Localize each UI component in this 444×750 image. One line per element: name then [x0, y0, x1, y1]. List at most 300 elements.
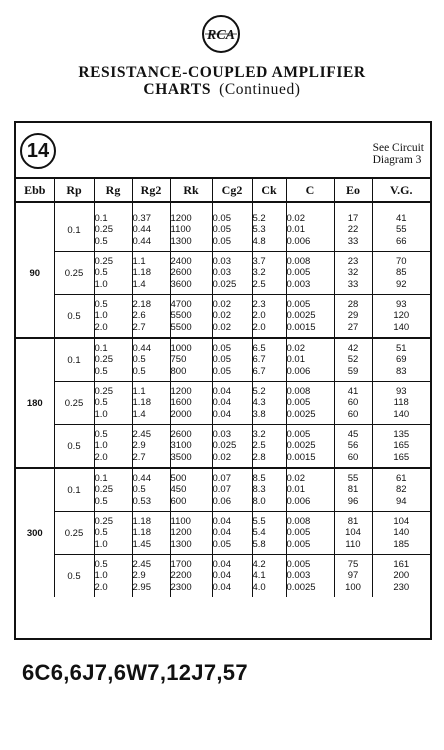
- eo-value: 33: [347, 278, 359, 290]
- rg2-value: 1.18: [132, 515, 151, 527]
- rg-cell: [94, 209, 132, 252]
- cg2-value: 0.05: [212, 235, 231, 247]
- rk-cell: [170, 295, 212, 339]
- ebb-value: 300: [16, 468, 54, 597]
- rg2-value: 2.45: [132, 558, 151, 570]
- c-value: 0.003: [286, 570, 311, 582]
- rg-value: 1.0: [94, 538, 108, 550]
- ck-value: 4.3: [252, 397, 266, 409]
- eo-value: 41: [347, 385, 359, 397]
- c-value: 0.0015: [286, 451, 316, 463]
- vg-cell: [372, 555, 430, 598]
- rk-cell: [170, 555, 212, 598]
- rg2-value: 0.5: [132, 354, 146, 366]
- cg2-value: 0.03: [212, 428, 231, 440]
- c-cell: [286, 338, 334, 382]
- column-header-cg2: Cg2: [212, 179, 252, 202]
- rg2-value: 1.4: [132, 278, 146, 290]
- vg-cell: [372, 252, 430, 295]
- page-title-charts: CHARTS: [143, 81, 212, 98]
- rk-value: 1200: [170, 527, 192, 539]
- vg-value: 55: [395, 224, 407, 236]
- vg-value: 85: [395, 267, 407, 279]
- chart-frame: [14, 121, 432, 640]
- rg2-value: 2.6: [132, 310, 146, 322]
- cg2-value: 0.04: [212, 385, 231, 397]
- rk-value: 2000: [170, 408, 192, 420]
- c-value: 0.01: [286, 354, 305, 366]
- page-title-line-2: [0, 81, 444, 98]
- rg-value: 2.0: [94, 321, 108, 333]
- rp-value: 0.25: [54, 252, 94, 295]
- c-value: 0.005: [286, 298, 311, 310]
- vg-value: 230: [393, 581, 410, 593]
- ck-value: 3.2: [252, 267, 266, 279]
- cg2-value: 0.02: [212, 321, 231, 333]
- eo-cell: [334, 468, 372, 512]
- eo-value: 32: [347, 267, 359, 279]
- eo-value: 75: [347, 558, 359, 570]
- rp-value: 0.5: [54, 295, 94, 339]
- rg-value: 0.5: [94, 558, 108, 570]
- chart-number-badge: 14: [20, 133, 56, 169]
- rg-cell: [94, 512, 132, 555]
- eo-cell: [334, 252, 372, 295]
- eo-value: 104: [345, 527, 361, 539]
- tube-types: 6C6,6J7,6W7,12J7,57: [22, 660, 248, 685]
- c-value: 0.005: [286, 267, 311, 279]
- c-cell: [286, 512, 334, 555]
- ck-value: 5.3: [252, 224, 266, 236]
- rg2-value: 1.1: [132, 255, 146, 267]
- eo-cell: [334, 382, 372, 425]
- cg2-value: 0.06: [212, 495, 231, 507]
- rp-value: 0.5: [54, 425, 94, 469]
- rg-value: 2.0: [94, 451, 108, 463]
- spacer-cell: [94, 202, 132, 209]
- cg2-value: 0.04: [212, 558, 231, 570]
- spacer-cell: [252, 202, 286, 209]
- rg-value: 0.25: [94, 385, 113, 397]
- cg2-cell: [212, 425, 252, 469]
- vg-value: 200: [393, 570, 410, 582]
- eo-value: 17: [347, 212, 359, 224]
- rk-cell: [170, 209, 212, 252]
- ck-cell: [252, 209, 286, 252]
- rk-value: 2300: [170, 581, 192, 593]
- c-value: 0.01: [286, 484, 305, 496]
- ck-value: 2.3: [252, 298, 266, 310]
- rg2-value: 0.5: [132, 365, 146, 377]
- ck-value: 2.0: [252, 321, 266, 333]
- c-cell: [286, 209, 334, 252]
- rk-value: 800: [170, 365, 187, 377]
- ck-value: 2.5: [252, 278, 266, 290]
- rg2-value: 1.4: [132, 408, 146, 420]
- column-header-rp: Rp: [54, 179, 94, 202]
- rg-value: 1.0: [94, 310, 108, 322]
- c-value: 0.005: [286, 558, 311, 570]
- rk-value: 1200: [170, 212, 192, 224]
- rk-value: 1300: [170, 235, 192, 247]
- rg2-value: 1.1: [132, 385, 146, 397]
- rg2-value: 1.18: [132, 267, 151, 279]
- spacer-cell: [372, 202, 430, 209]
- table-row: [16, 555, 430, 598]
- rk-cell: [170, 425, 212, 469]
- vg-value: 69: [395, 354, 407, 366]
- spacer-cell: [132, 202, 170, 209]
- table-row: [16, 468, 430, 512]
- vg-cell: [372, 209, 430, 252]
- cg2-value: 0.04: [212, 527, 231, 539]
- cg2-value: 0.03: [212, 255, 231, 267]
- vg-value: 140: [393, 408, 410, 420]
- ck-value: 8.3: [252, 484, 266, 496]
- rp-value: 0.5: [54, 555, 94, 598]
- cg2-value: 0.02: [212, 310, 231, 322]
- rg2-cell: [132, 555, 170, 598]
- spacer-cell: [16, 202, 54, 209]
- cg2-value: 0.02: [212, 451, 231, 463]
- c-value: 0.005: [286, 428, 311, 440]
- c-cell: [286, 468, 334, 512]
- eo-value: 97: [347, 570, 359, 582]
- spacer-cell: [286, 202, 334, 209]
- rp-value: 0.1: [54, 338, 94, 382]
- vg-value: 94: [395, 495, 407, 507]
- rk-value: 3100: [170, 440, 192, 452]
- eo-value: 60: [347, 397, 359, 409]
- ck-value: 8.5: [252, 472, 266, 484]
- ck-cell: [252, 382, 286, 425]
- rg-value: 0.25: [94, 354, 113, 366]
- rp-value: 0.25: [54, 512, 94, 555]
- eo-value: 60: [347, 408, 359, 420]
- page-title-line-1: RESISTANCE-COUPLED AMPLIFIER: [78, 64, 366, 81]
- rg2-value: 2.7: [132, 321, 146, 333]
- ck-value: 5.5: [252, 515, 266, 527]
- eo-value: 45: [347, 428, 359, 440]
- eo-value: 28: [347, 298, 359, 310]
- rk-cell: [170, 252, 212, 295]
- rk-value: 5500: [170, 310, 192, 322]
- eo-value: 81: [347, 515, 359, 527]
- rk-value: 5500: [170, 321, 192, 333]
- rk-value: 500: [170, 472, 187, 484]
- cg2-value: 0.025: [212, 278, 237, 290]
- cg2-cell: [212, 252, 252, 295]
- ck-value: 5.8: [252, 538, 266, 550]
- cg2-value: 0.05: [212, 212, 231, 224]
- see-circuit-note: [373, 143, 424, 166]
- ck-value: 5.2: [252, 212, 266, 224]
- table-row: [16, 295, 430, 339]
- vg-value: 93: [395, 298, 407, 310]
- rg-value: 0.1: [94, 212, 108, 224]
- rk-cell: [170, 382, 212, 425]
- eo-cell: [334, 555, 372, 598]
- rg-value: 0.5: [94, 495, 108, 507]
- vg-value: 118: [393, 397, 409, 409]
- rg-value: 0.5: [94, 267, 108, 279]
- ck-cell: [252, 252, 286, 295]
- ck-value: 2.5: [252, 440, 266, 452]
- eo-value: 100: [345, 581, 361, 593]
- ck-value: 4.1: [252, 570, 266, 582]
- cg2-cell: [212, 209, 252, 252]
- cg2-cell: [212, 468, 252, 512]
- ck-value: 3.2: [252, 428, 266, 440]
- vg-value: 140: [393, 527, 410, 539]
- ck-value: 6.5: [252, 342, 266, 354]
- column-header-rg2: Rg2: [132, 179, 170, 202]
- c-cell: [286, 425, 334, 469]
- c-cell: [286, 555, 334, 598]
- rg-cell: [94, 252, 132, 295]
- eo-value: 56: [347, 440, 359, 452]
- ebb-value: 180: [16, 338, 54, 468]
- rg-value: 1.0: [94, 570, 108, 582]
- rg2-value: 0.53: [132, 495, 151, 507]
- eo-value: 23: [347, 255, 359, 267]
- rg-value: 0.5: [94, 428, 108, 440]
- rg-value: 0.25: [94, 515, 113, 527]
- rk-value: 2600: [170, 428, 192, 440]
- rk-value: 1200: [170, 385, 192, 397]
- rk-value: 600: [170, 495, 187, 507]
- rp-value: 0.25: [54, 382, 94, 425]
- c-cell: [286, 382, 334, 425]
- rk-value: 1100: [170, 224, 191, 236]
- rk-value: 3500: [170, 451, 192, 463]
- rg-cell: [94, 468, 132, 512]
- cg2-value: 0.05: [212, 538, 231, 550]
- eo-value: 33: [347, 235, 359, 247]
- eo-cell: [334, 209, 372, 252]
- ck-value: 5.2: [252, 385, 266, 397]
- c-cell: [286, 295, 334, 339]
- rk-cell: [170, 468, 212, 512]
- vg-value: 70: [395, 255, 407, 267]
- vg-value: 161: [393, 558, 410, 570]
- rg2-cell: [132, 338, 170, 382]
- ck-cell: [252, 512, 286, 555]
- cg2-value: 0.025: [212, 440, 237, 452]
- ck-value: 2.0: [252, 310, 266, 322]
- rg2-value: 1.45: [132, 538, 151, 550]
- c-value: 0.0025: [286, 440, 316, 452]
- ck-value: 8.0: [252, 495, 266, 507]
- vg-value: 135: [393, 428, 410, 440]
- vg-cell: [372, 382, 430, 425]
- vg-value: 66: [395, 235, 407, 247]
- cg2-cell: [212, 382, 252, 425]
- vg-value: 140: [393, 321, 410, 333]
- eo-cell: [334, 512, 372, 555]
- rp-value: 0.1: [54, 209, 94, 252]
- column-header-ck: Ck: [252, 179, 286, 202]
- cg2-value: 0.05: [212, 224, 231, 236]
- cg2-value: 0.07: [212, 472, 231, 484]
- cg2-value: 0.07: [212, 484, 231, 496]
- cg2-cell: [212, 338, 252, 382]
- rk-value: 1000: [170, 342, 192, 354]
- rg2-value: 0.44: [132, 342, 151, 354]
- column-header-eo: Eo: [334, 179, 372, 202]
- rk-cell: [170, 338, 212, 382]
- rp-value: 0.1: [54, 468, 94, 512]
- ck-cell: [252, 555, 286, 598]
- ck-value: 4.0: [252, 581, 266, 593]
- cg2-value: 0.05: [212, 354, 231, 366]
- vg-value: 82: [395, 484, 407, 496]
- rk-value: 1700: [170, 558, 192, 570]
- cg2-value: 0.04: [212, 397, 231, 409]
- c-value: 0.008: [286, 385, 311, 397]
- spacer-cell: [54, 202, 94, 209]
- eo-value: 55: [347, 472, 359, 484]
- vg-value: 61: [395, 472, 407, 484]
- ck-value: 3.8: [252, 408, 266, 420]
- rg-value: 0.5: [94, 298, 108, 310]
- rk-value: 2400: [170, 255, 192, 267]
- rg-cell: [94, 295, 132, 339]
- ck-value: 6.7: [252, 354, 266, 366]
- vg-cell: [372, 295, 430, 339]
- rca-logo-text: RCA: [206, 28, 236, 43]
- spacer-cell: [334, 202, 372, 209]
- eo-cell: [334, 295, 372, 339]
- eo-value: 27: [347, 321, 359, 333]
- c-value: 0.0015: [286, 321, 316, 333]
- table-row: [16, 338, 430, 382]
- rg-value: 2.0: [94, 581, 108, 593]
- eo-value: 22: [347, 224, 359, 236]
- rg2-cell: [132, 252, 170, 295]
- see-circuit-line-1: See Circuit: [372, 142, 424, 154]
- rg-value: 0.25: [94, 224, 113, 236]
- eo-value: 52: [347, 354, 359, 366]
- eo-cell: [334, 338, 372, 382]
- ck-value: 2.8: [252, 451, 266, 463]
- eo-value: 96: [347, 495, 359, 507]
- cg2-value: 0.02: [212, 298, 231, 310]
- rk-value: 2200: [170, 570, 192, 582]
- rk-value: 450: [170, 484, 187, 496]
- rg2-value: 2.95: [132, 581, 151, 593]
- rg2-value: 2.9: [132, 570, 146, 582]
- ck-value: 3.7: [252, 255, 266, 267]
- rg-cell: [94, 382, 132, 425]
- c-value: 0.01: [286, 224, 305, 236]
- vg-cell: [372, 468, 430, 512]
- vg-value: 165: [393, 440, 410, 452]
- c-value: 0.008: [286, 255, 311, 267]
- ck-cell: [252, 468, 286, 512]
- rg2-cell: [132, 209, 170, 252]
- vg-value: 93: [395, 385, 407, 397]
- vg-value: 185: [393, 538, 410, 550]
- vg-value: 165: [393, 451, 410, 463]
- cg2-value: 0.05: [212, 342, 231, 354]
- rg-value: 1.0: [94, 440, 108, 452]
- rk-value: 3600: [170, 278, 192, 290]
- rg-value: 0.25: [94, 255, 113, 267]
- rg-value: 0.25: [94, 484, 113, 496]
- resistance-coupled-amplifier-table: [16, 179, 430, 597]
- rk-cell: [170, 512, 212, 555]
- rg2-cell: [132, 468, 170, 512]
- rg2-value: 1.18: [132, 527, 151, 539]
- rg2-value: 0.5: [132, 484, 146, 496]
- eo-value: 110: [345, 538, 361, 550]
- rg-cell: [94, 425, 132, 469]
- rg-cell: [94, 555, 132, 598]
- chart-header-band: [16, 123, 430, 179]
- ck-value: 4.8: [252, 235, 266, 247]
- vg-value: 41: [395, 212, 407, 224]
- c-value: 0.006: [286, 495, 311, 507]
- rg-value: 0.5: [94, 397, 108, 409]
- rg2-cell: [132, 512, 170, 555]
- table-row: [16, 425, 430, 469]
- c-value: 0.0025: [286, 581, 316, 593]
- cg2-cell: [212, 295, 252, 339]
- cg2-value: 0.04: [212, 408, 231, 420]
- eo-value: 29: [347, 310, 359, 322]
- cg2-value: 0.04: [212, 570, 231, 582]
- cg2-cell: [212, 555, 252, 598]
- rg-value: 1.0: [94, 278, 108, 290]
- spacer-cell: [212, 202, 252, 209]
- eo-cell: [334, 425, 372, 469]
- rg-value: 0.1: [94, 472, 108, 484]
- rg2-value: 2.18: [132, 298, 151, 310]
- ck-value: 5.4: [252, 527, 266, 539]
- rk-value: 750: [170, 354, 187, 366]
- c-value: 0.0025: [286, 408, 316, 420]
- rk-value: 1300: [170, 538, 192, 550]
- vg-cell: [372, 425, 430, 469]
- c-value: 0.0025: [286, 310, 316, 322]
- rg2-value: 0.44: [132, 224, 151, 236]
- rk-value: 2600: [170, 267, 192, 279]
- ck-cell: [252, 338, 286, 382]
- vg-cell: [372, 338, 430, 382]
- rk-value: 1100: [170, 515, 191, 527]
- c-value: 0.003: [286, 278, 311, 290]
- rk-value: 1600: [170, 397, 192, 409]
- c-value: 0.005: [286, 538, 311, 550]
- ck-cell: [252, 425, 286, 469]
- rg2-cell: [132, 382, 170, 425]
- rg-value: 0.5: [94, 365, 108, 377]
- vg-value: 92: [395, 278, 407, 290]
- rg-value: 1.0: [94, 408, 108, 420]
- rg2-value: 0.37: [132, 212, 151, 224]
- c-value: 0.008: [286, 515, 311, 527]
- rg-value: 0.1: [94, 342, 108, 354]
- vg-value: 104: [393, 515, 410, 527]
- rg2-value: 0.44: [132, 472, 151, 484]
- rg2-value: 2.9: [132, 440, 146, 452]
- rg2-value: 0.44: [132, 235, 151, 247]
- cg2-value: 0.05: [212, 365, 231, 377]
- rg-value: 0.5: [94, 235, 108, 247]
- c-value: 0.005: [286, 527, 311, 539]
- vg-value: 83: [395, 365, 407, 377]
